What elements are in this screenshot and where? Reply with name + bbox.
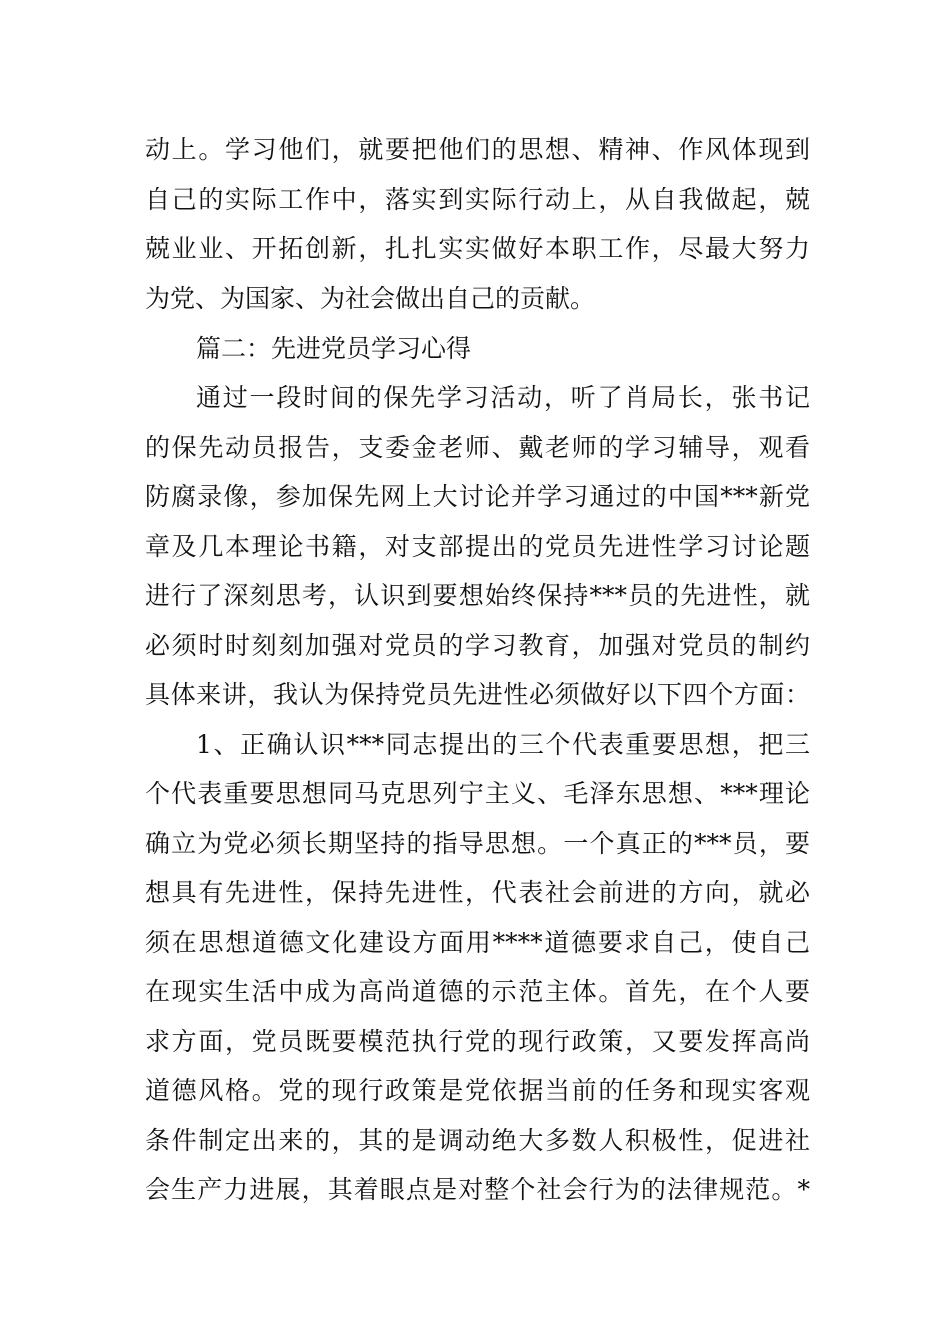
text-line: 具体来讲，我认为保持党员先进性必须做好以下四个方面： [145,680,810,709]
text-line: 道德风格。党的现行政策是党依据当前的任务和现实客观 [145,1076,810,1105]
text-line: 想具有先进性，保持先进性，代表社会前进的方向，就必 [145,878,810,907]
text-line: 会生产力进展，其着眼点是对整个社会行为的法律规范。* [145,1175,810,1204]
text-line: 动上。学习他们，就要把他们的思想、精神、作风体现到 [145,135,810,164]
text-line: 自己的实际工作中，落实到实际行动上，从自我做起，兢 [145,185,810,214]
text-line: 进行了深刻思考，认识到要想始终保持***员的先进性，就 [145,581,810,610]
text-line: 为党、为国家、为社会做出自己的贡献。 [145,284,596,313]
text-line: 确立为党必须长期坚持的指导思想。一个真正的***员，要 [145,829,810,858]
text-line: 兢业业、开拓创新，扎扎实实做好本职工作，尽最大努力 [145,234,810,263]
text-line: 章及几本理论书籍，对支部提出的党员先进性学习讨论题 [145,532,810,561]
text-line: 1、正确认识***同志提出的三个代表重要思想，把三 [196,730,810,759]
text-line: 个代表重要思想同马克思列宁主义、毛泽东思想、***理论 [145,779,810,808]
text-line: 在现实生活中成为高尚道德的示范主体。首先，在个人要 [145,977,810,1006]
section-heading: 篇二：先进党员学习心得 [196,334,472,363]
text-line: 条件制定出来的，其的是调动绝大多数人积极性，促进社 [145,1126,810,1155]
text-line: 求方面，党员既要模范执行党的现行政策，又要发挥高尚 [145,1027,810,1056]
text-line: 通过一段时间的保先学习活动，听了肖局长，张书记 [196,383,810,412]
text-line: 的保先动员报告，支委金老师、戴老师的学习辅导，观看 [145,433,810,462]
text-line: 必须时时刻刻加强对党员的学习教育，加强对党员的制约 [145,631,810,660]
text-line: 须在思想道德文化建设方面用****道德要求自己，使自己 [145,928,810,957]
text-line: 防腐录像，参加保先网上大讨论并学习通过的中国***新党 [145,482,810,511]
